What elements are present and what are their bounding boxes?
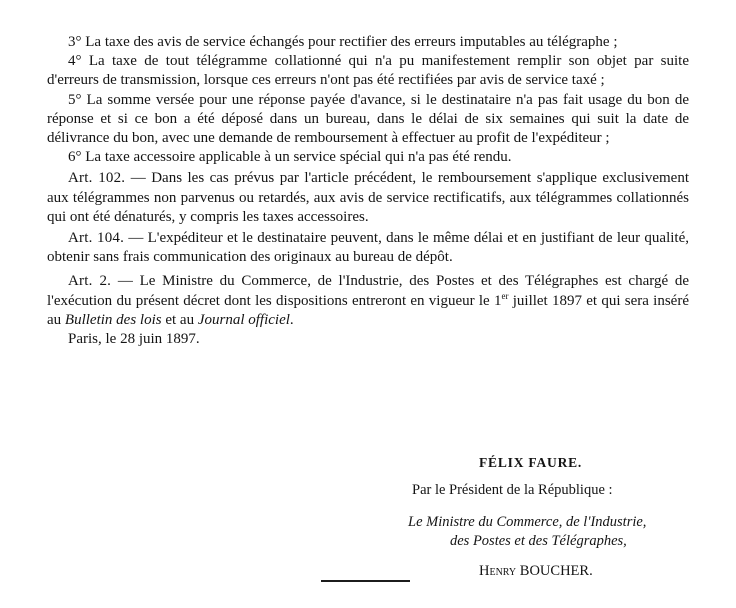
minister-first-name: Henry [479,563,517,579]
end-rule [321,580,410,582]
president-signature: FÉLIX FAURE. [479,455,583,470]
paragraph-6: 6° La taxe accessoire applicable à un service spécial qui n'a pas été rendu. [68,149,512,166]
journal-officiel: Journal officiel [197,311,290,328]
decree-body [47,33,689,349]
paragraph-5: 5° La somme versée pour une réponse payée d'avance, si le destinataire n'a pas fait usage du bon de réponse et si ce bon a été déposé dans un bureau, dans le délai de six semaines qui suit la date de délivrance du bon, avec une demande de remboursement à effectuer au profit de l'expéditeur ; [47,91,689,147]
paragraph-3: 3° La taxe des avis de service échangés pour rectifier des erreurs imputables au télégraphe ; [68,34,618,50]
article-102-label: Art. 102. [68,170,126,187]
article-2 [47,272,689,330]
signoff-date: Paris, le 28 juin 1897. [68,331,200,348]
article-2-superscript: er [501,290,509,301]
article-2-text-a: — Le Ministre du Commerce, de l'Industrie, des Postes et des Télégraphes est chargé de l'exécution du présent décret dont les dispositions entreront en vigueur le 1 [47,273,689,309]
article-104-text: — L'expéditeur et le destinataire peuvent, dans le même délai et en justifiant de leur qualité, obtenir sans frais communication des originaux au bureau de dépôt. [47,230,689,266]
article-2-text-d: . [289,311,294,328]
bulletin-des-lois: Bulletin des lois [64,311,162,328]
minister-title-line-2: des Postes et des Télégraphes, [450,533,627,549]
minister-title-line-1: Le Ministre du Commerce, de l'Industrie, [408,514,647,530]
article-102-text: — Dans les cas prévus par l'article précédent, le remboursement s'applique exclusivement aux télégrammes non parvenus ou retardés, aux avis de service rectificatifs, aux télégrammes collationnés qui ont été dénaturés, y compris les taxes accessoires. [47,170,689,225]
paragraph-4: 4° La taxe de tout télégramme collationné qui n'a pu manifestement remplir son objet par suite d'erreurs de transmission, lorsque ces erreurs n'ont pas été rectifiées par avis de service taxé ; [47,53,689,89]
article-2-text-b: juillet 1897 et qui sera inséré au [47,292,689,328]
article-104-label: Art. 104. [68,230,125,247]
article-2-text-c: et au [161,311,198,328]
article-104 [47,229,689,267]
minister-name [479,563,593,580]
minister-last-name: BOUCHER. [519,563,593,579]
article-102 [47,169,689,227]
article-2-label: Art. 2. [68,273,112,290]
par-le-president: Par le Président de la République : [412,482,613,498]
